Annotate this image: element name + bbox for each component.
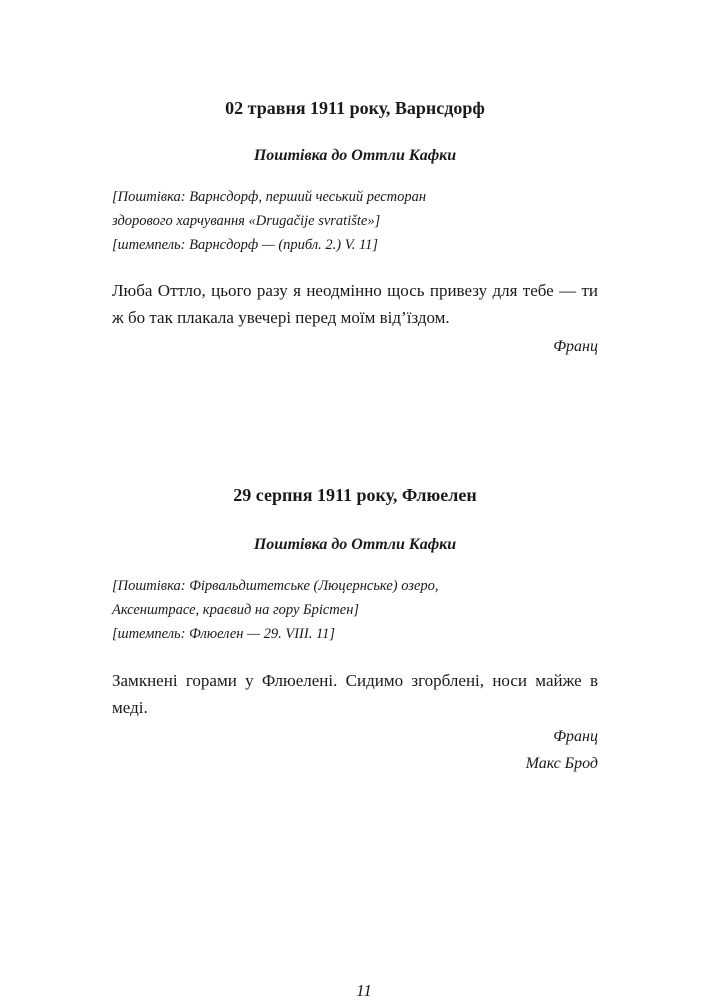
entry-subheading: Поштівка до Оттли Кафки bbox=[253, 147, 457, 164]
postcard-description-line: здорового харчування «Drugačije svratište»] bbox=[112, 213, 381, 229]
entry-heading: 02 травня 1911 року, Варнсдорф bbox=[225, 98, 485, 118]
entry-heading: 29 серпня 1911 року, Флюелен bbox=[233, 485, 477, 505]
signature-block bbox=[112, 723, 598, 777]
signature: Макс Брод bbox=[525, 755, 598, 772]
letter-entry bbox=[112, 481, 598, 777]
postmark-line: [штемпель: Варнсдорф — (прибл. 2.) V. 11] bbox=[112, 237, 379, 253]
letter-body: Замкнені горами у Флюелені. Сидимо згорблені, носи майже в меді. bbox=[112, 671, 598, 717]
postmark-line: [штемпель: Флюелен — 29. VIII. 11] bbox=[112, 626, 336, 642]
letter-entry bbox=[112, 94, 598, 360]
postcard-description-line: [Поштівка: Варнсдорф, перший чеський ресторан bbox=[112, 189, 427, 205]
signature: Франц bbox=[553, 728, 598, 745]
letter-body: Люба Оттло, цього разу я неодмінно щось привезу для тебе — ти ж бо так плакала увечері перед моїм від’їздом. bbox=[112, 281, 598, 327]
signature: Франц bbox=[553, 338, 598, 355]
postcard-description bbox=[112, 185, 598, 257]
postcard-description-line: Аксенштрасе, краєвид на гору Брістен] bbox=[112, 602, 360, 618]
postcard-description bbox=[112, 574, 598, 646]
signature-block bbox=[112, 333, 598, 360]
page-number: 11 bbox=[356, 981, 372, 1000]
entry-subheading: Поштівка до Оттли Кафки bbox=[253, 536, 457, 553]
postcard-description-line: [Поштівка: Фірвальдштетське (Люцернське) озеро, bbox=[112, 578, 439, 594]
